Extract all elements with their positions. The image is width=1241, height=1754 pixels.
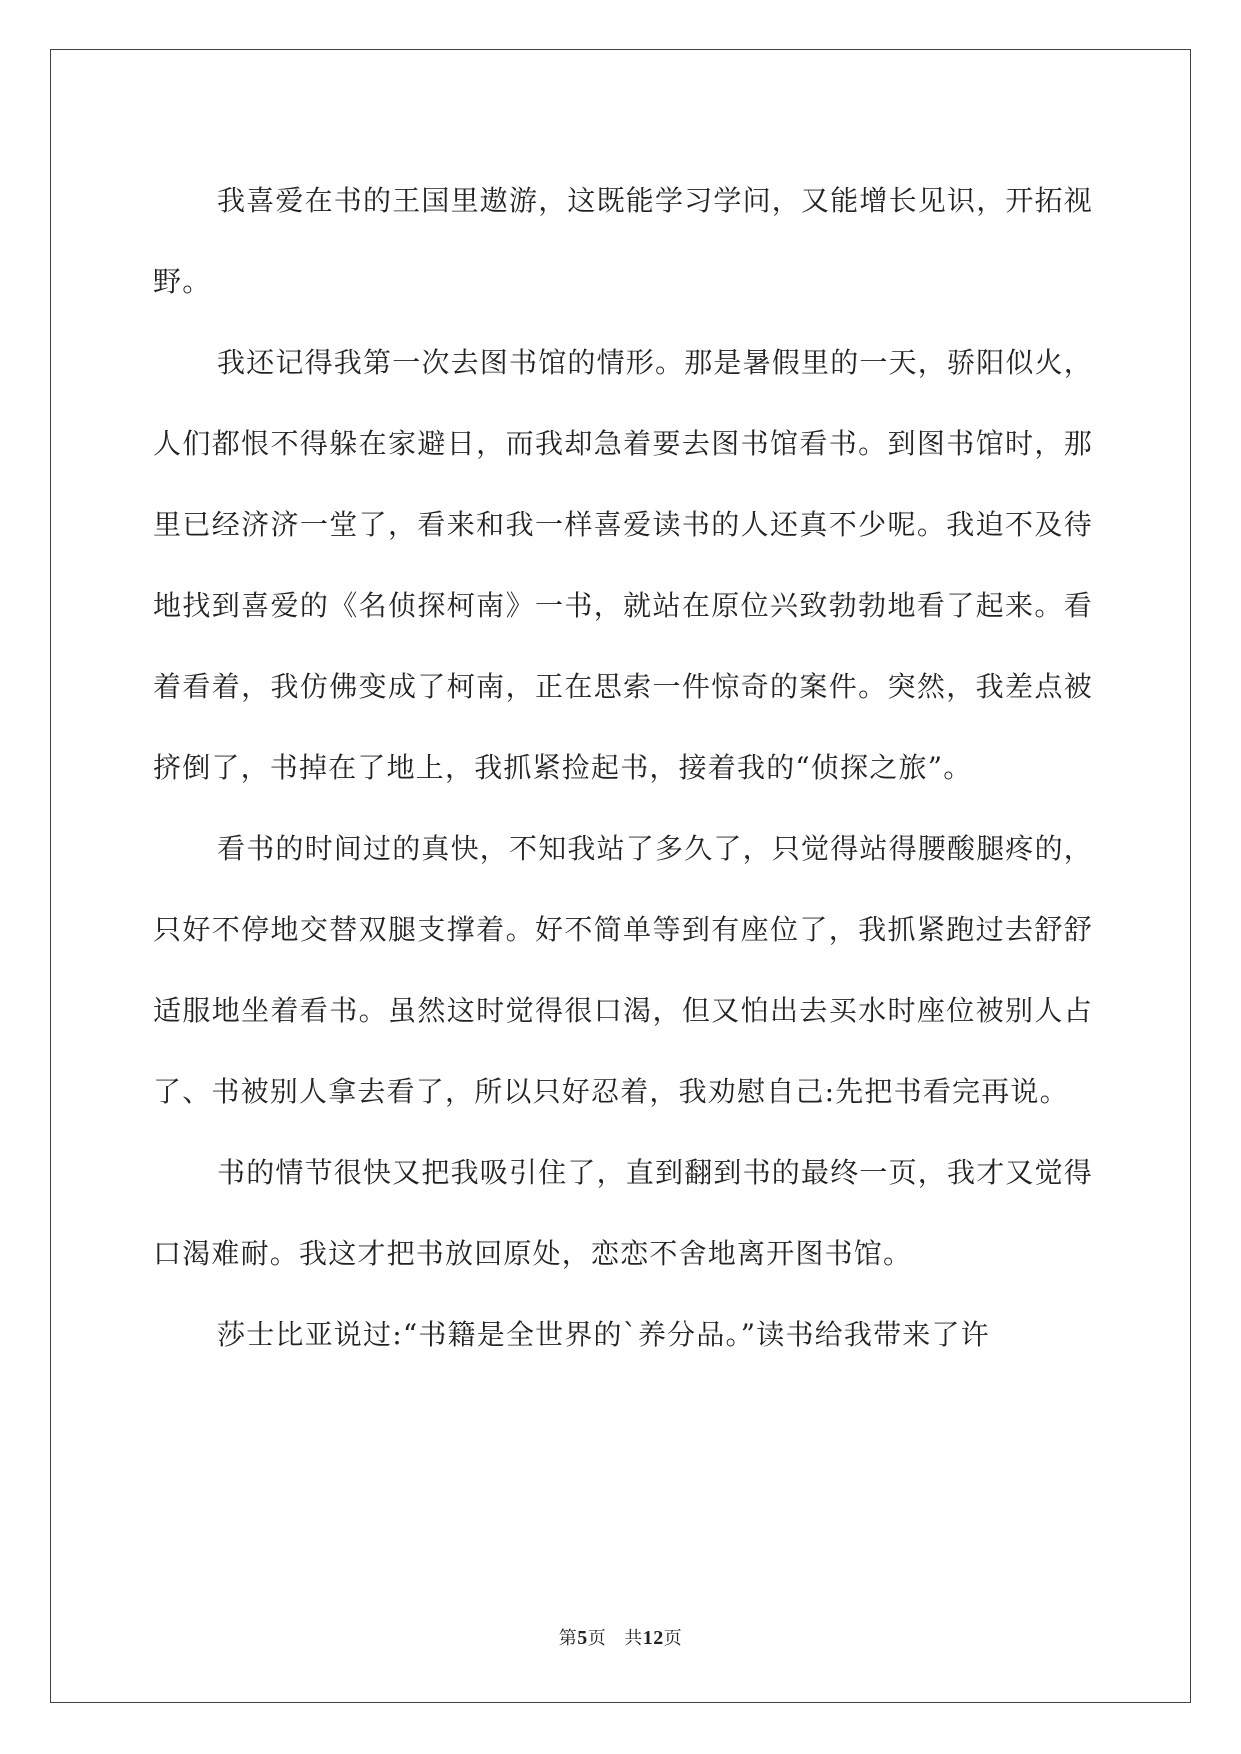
total-pages: 12 [642, 1627, 664, 1649]
page-footer [0, 1624, 1241, 1650]
page-prefix: 第 [558, 1628, 578, 1649]
paragraph-1: 我喜爱在书的王国里遨游，这既能学习学问，又能增长见识，开拓视野。 [153, 184, 1094, 298]
page-number: 5 [577, 1627, 588, 1649]
page-suffix: 页 [587, 1628, 607, 1649]
total-prefix: 共 [624, 1628, 643, 1649]
paragraph-3: 看书的时间过的真快，不知我站了多久了，只觉得站得腰酸腿疼的，只好不停地交替双腿支撑着。好不简单等到有座位了，我抓紧跑过去舒舒适服地坐着看书。虽然这时觉得很口渴，但又怕出去买水时座位被别人占了、书被别人拿去看了，所以只好忍着，我劝慰自己:先把书看完再说。 [153, 832, 1094, 1108]
paragraph-5: 莎士比亚说过:“书籍是全世界的`养分品。”读书给我带来了许 [217, 1318, 990, 1351]
paragraph-2: 我还记得我第一次去图书馆的情形。那是暑假里的一天，骄阳似火，人们都恨不得躲在家避日，而我却急着要去图书馆看书。到图书馆时，那里已经济济一堂了，看来和我一样喜爱读书的人还真不少呢。我迫不及待地找到喜爱的《名侦探柯南》一书，就站在原位兴致勃勃地看了起来。看着看着，我仿佛变成了柯南，正在思索一件惊奇的案件。突然，我差点被挤倒了，书掉在了地上，我抓紧捡起书，接着我的“侦探之旅”。 [153, 346, 1094, 784]
paragraph-4: 书的情节很快又把我吸引住了，直到翻到书的最终一页，我才又觉得口渴难耐。我这才把书放回原处，恋恋不舍地离开图书馆。 [153, 1156, 1094, 1270]
document-body [153, 160, 1093, 1375]
total-suffix: 页 [663, 1628, 683, 1649]
